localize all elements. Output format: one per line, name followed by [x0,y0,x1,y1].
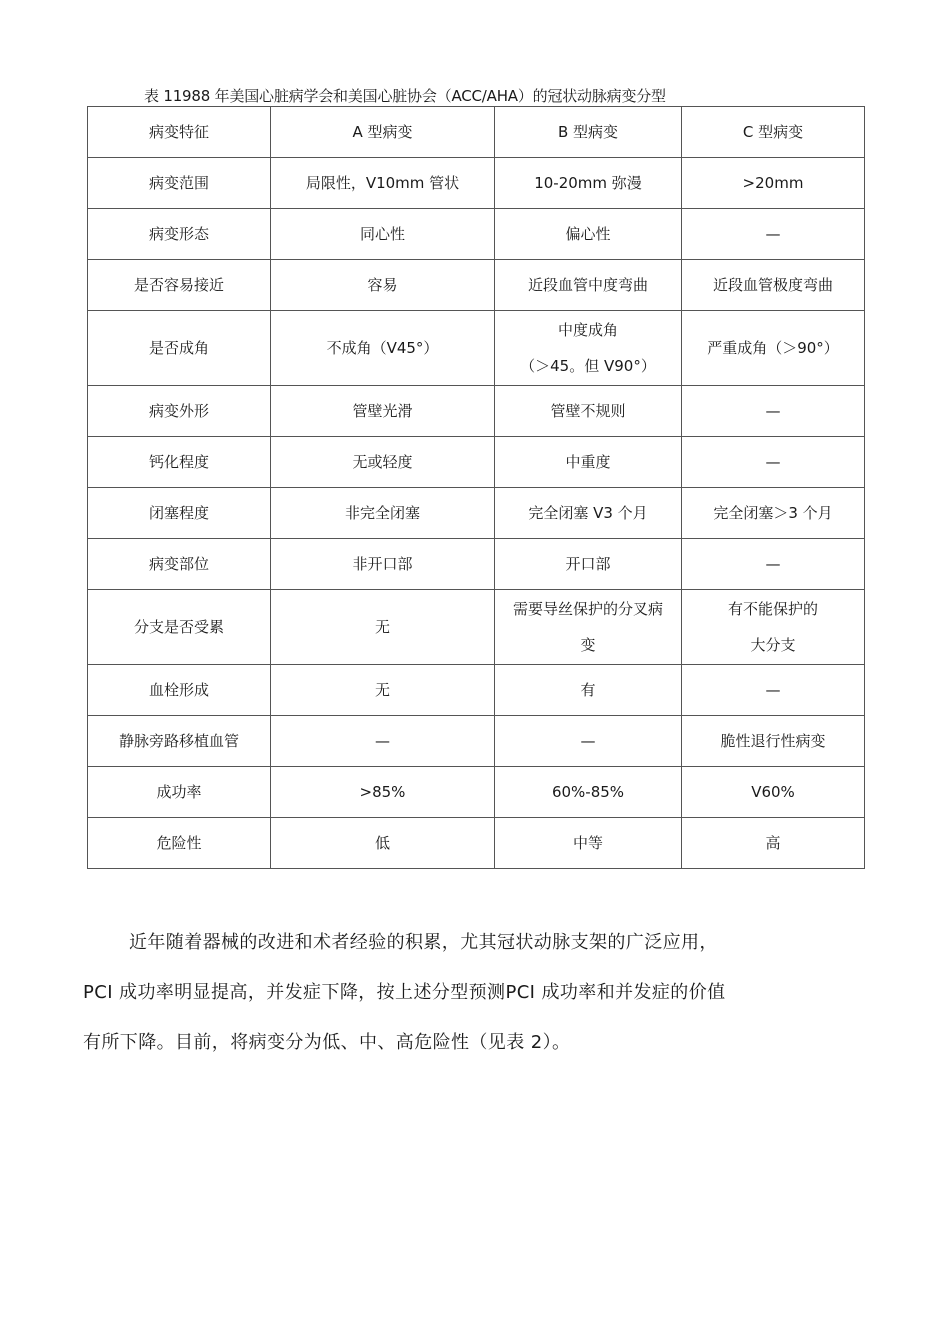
table-cell: 无 [271,590,495,665]
paragraph-line: 有所下降。目前，将病变分为低、中、高危险性（见表 2）。 [83,1032,571,1053]
table-row [88,209,865,260]
table-row [88,590,865,665]
table-cell: 管壁光滑 [271,386,495,437]
table-cell: — [682,386,865,437]
table-cell: 非开口部 [271,539,495,590]
table-cell: 严重成角（＞90°） [682,311,865,386]
table-cell: — [682,437,865,488]
table-cell: 低 [271,818,495,869]
row-label-cell: 血栓形成 [88,665,271,716]
table-cell: 近段血管中度弯曲 [495,260,682,311]
table-row [88,311,865,386]
table-cell: — [682,665,865,716]
table-row [88,488,865,539]
paragraph-line: PCI 成功率明显提高，并发症下降，按上述分型预测PCI 成功率和并发症的价值 [83,982,726,1003]
table-body [88,107,865,869]
table-header-cell: C 型病变 [682,107,865,158]
row-label-cell: 是否容易接近 [88,260,271,311]
table-cell: 中重度 [495,437,682,488]
table-cell: 近段血管极度弯曲 [682,260,865,311]
table-cell: 完全闭塞 V3 个月 [495,488,682,539]
table-row [88,386,865,437]
table-row [88,716,865,767]
row-label-cell: 静脉旁路移植血管 [88,716,271,767]
cell-text-line: 大分支 [750,636,796,654]
table-header-cell: 病变特征 [88,107,271,158]
row-label-cell: 钙化程度 [88,437,271,488]
table-caption: 表 11988 年美国心脏病学会和美国心脏协会（ACC/AHA）的冠状动脉病变分型 [144,87,666,105]
table-cell: V60% [682,767,865,818]
table-row [88,158,865,209]
table-cell [495,311,682,386]
table-cell: 中等 [495,818,682,869]
table-cell: 有 [495,665,682,716]
table-cell: 容易 [271,260,495,311]
table-cell: 局限性，V10mm 管状 [271,158,495,209]
table-header-row [88,107,865,158]
table-cell [682,590,865,665]
table-cell: 脆性退行性病变 [682,716,865,767]
table-cell: >20mm [682,158,865,209]
lesion-classification-table [87,106,865,869]
table-cell: 开口部 [495,539,682,590]
cell-text-line: （＞45。但 V90°） [520,357,656,375]
table-cell: 管壁不规则 [495,386,682,437]
row-label-cell: 病变外形 [88,386,271,437]
table-cell: 同心性 [271,209,495,260]
table-row [88,767,865,818]
table-cell: 完全闭塞＞3 个月 [682,488,865,539]
table-cell: 60%-85% [495,767,682,818]
row-label-cell: 病变范围 [88,158,271,209]
table-cell: — [682,209,865,260]
cell-text-line: 变 [580,636,596,654]
table-cell [495,590,682,665]
row-label-cell: 分支是否受累 [88,590,271,665]
table-cell: 10-20mm 弥漫 [495,158,682,209]
row-label-cell: 成功率 [88,767,271,818]
table-cell: 不成角（V45°） [271,311,495,386]
table-header-cell: A 型病变 [271,107,495,158]
table-cell: 高 [682,818,865,869]
cell-text-line: 中度成角 [557,321,618,339]
table-row [88,665,865,716]
paragraph-line: 近年随着器械的改进和术者经验的积累，尤其冠状动脉支架的广泛应用， [129,932,718,953]
body-paragraph [83,918,823,1068]
cell-text-line: 需要导丝保护的分叉病 [512,600,663,618]
table-row [88,260,865,311]
table-row [88,539,865,590]
table-cell: 非完全闭塞 [271,488,495,539]
table-header-cell: B 型病变 [495,107,682,158]
cell-text-line: 有不能保护的 [727,600,818,618]
table-cell: — [495,716,682,767]
row-label-cell: 危险性 [88,818,271,869]
row-label-cell: 病变部位 [88,539,271,590]
row-label-cell: 病变形态 [88,209,271,260]
table-row [88,437,865,488]
table-cell: 无或轻度 [271,437,495,488]
table-cell: — [682,539,865,590]
row-label-cell: 闭塞程度 [88,488,271,539]
row-label-cell: 是否成角 [88,311,271,386]
table-row [88,818,865,869]
table-cell: >85% [271,767,495,818]
table-cell: — [271,716,495,767]
table-cell: 偏心性 [495,209,682,260]
table-cell: 无 [271,665,495,716]
